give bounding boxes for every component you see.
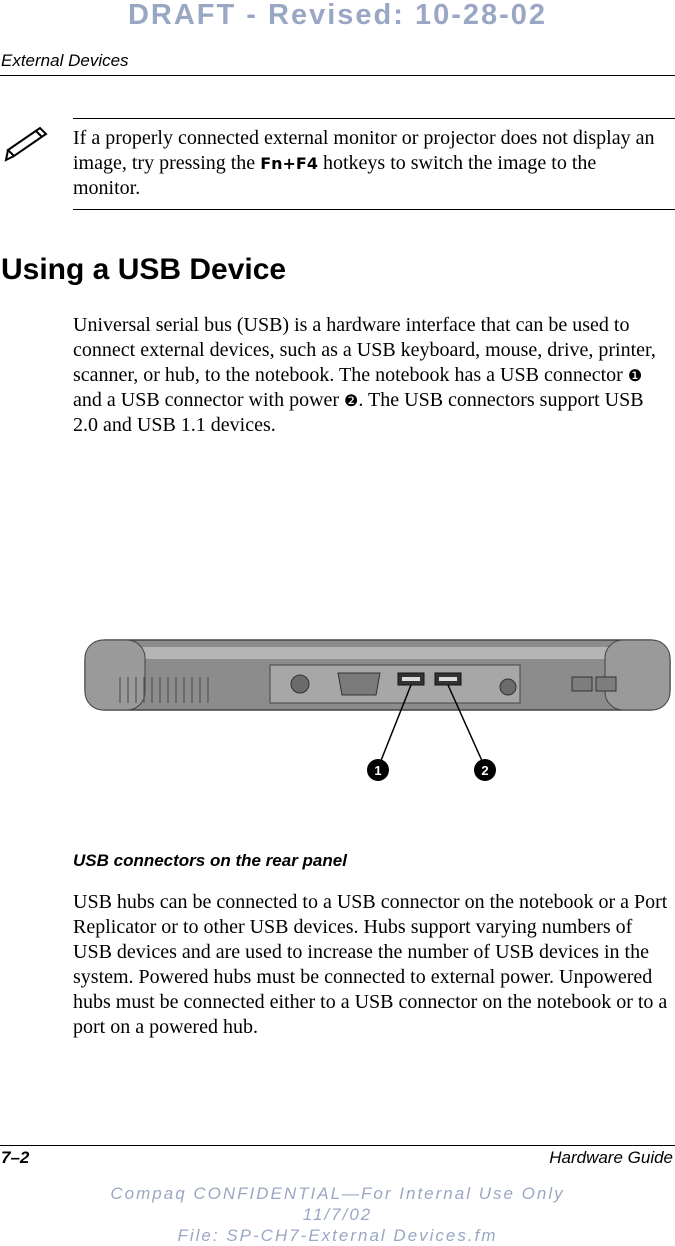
figure-caption: USB connectors on the rear panel xyxy=(73,851,347,870)
header-rule xyxy=(0,75,675,76)
note-text-after: hotkeys to switch the image to the monitor. xyxy=(73,152,597,199)
note-bottom-rule xyxy=(73,209,675,210)
note-text xyxy=(73,126,663,201)
footer-rule xyxy=(0,1145,675,1146)
confidential-line-3: File: SP-CH7-External Devices.fm xyxy=(177,1226,498,1245)
draft-banner: DRAFT - Revised: 10-28-02 xyxy=(127,0,548,31)
figure-callout-2: 2 xyxy=(481,763,489,778)
confidential-line-2: 11/7/02 xyxy=(302,1205,373,1224)
running-head: External Devices xyxy=(1,51,129,70)
confidential-notice xyxy=(0,1183,675,1246)
intro-text-b: and a USB connector with power xyxy=(73,389,345,411)
callout-2: ❷ xyxy=(344,391,359,410)
hotkey-label: Fn+F4 xyxy=(260,154,318,173)
pencil-note-icon xyxy=(2,122,62,162)
confidential-line-1: Compaq CONFIDENTIAL—For Internal Use Only xyxy=(110,1184,565,1203)
page-number: 7–2 xyxy=(1,1148,30,1167)
figure-callout-1: 1 xyxy=(374,763,382,778)
intro-text-a: Universal serial bus (USB) is a hardware interface that can be used to connect external devices, such as a USB keyboard, mouse, drive, printer, scanner, or hub, to the notebook. The notebook has a USB connector xyxy=(73,314,656,386)
usb-intro-paragraph xyxy=(73,313,673,438)
guide-title: Hardware Guide xyxy=(549,1148,673,1167)
note-top-rule xyxy=(73,118,675,119)
usb-hubs-paragraph: USB hubs can be connected to a USB connector on the notebook or a Port Replicator or to other USB devices. Hubs support varying numbers of USB devices and are used to increase the number of USB devices in the system. Powered hubs must be connected to external power. Unpowered hubs must be connected either to a USB connector on the notebook or to a port on a powered hub. xyxy=(73,891,668,1038)
note-text-before: If a properly connected external monitor or projector does not display an image, try pressing the xyxy=(73,127,655,174)
section-heading: Using a USB Device xyxy=(1,253,287,286)
rear-panel-illustration xyxy=(80,625,675,785)
intro-text-c: . The USB connectors support USB 2.0 and USB 1.1 devices. xyxy=(73,389,644,436)
callout-1: ❶ xyxy=(627,366,643,385)
